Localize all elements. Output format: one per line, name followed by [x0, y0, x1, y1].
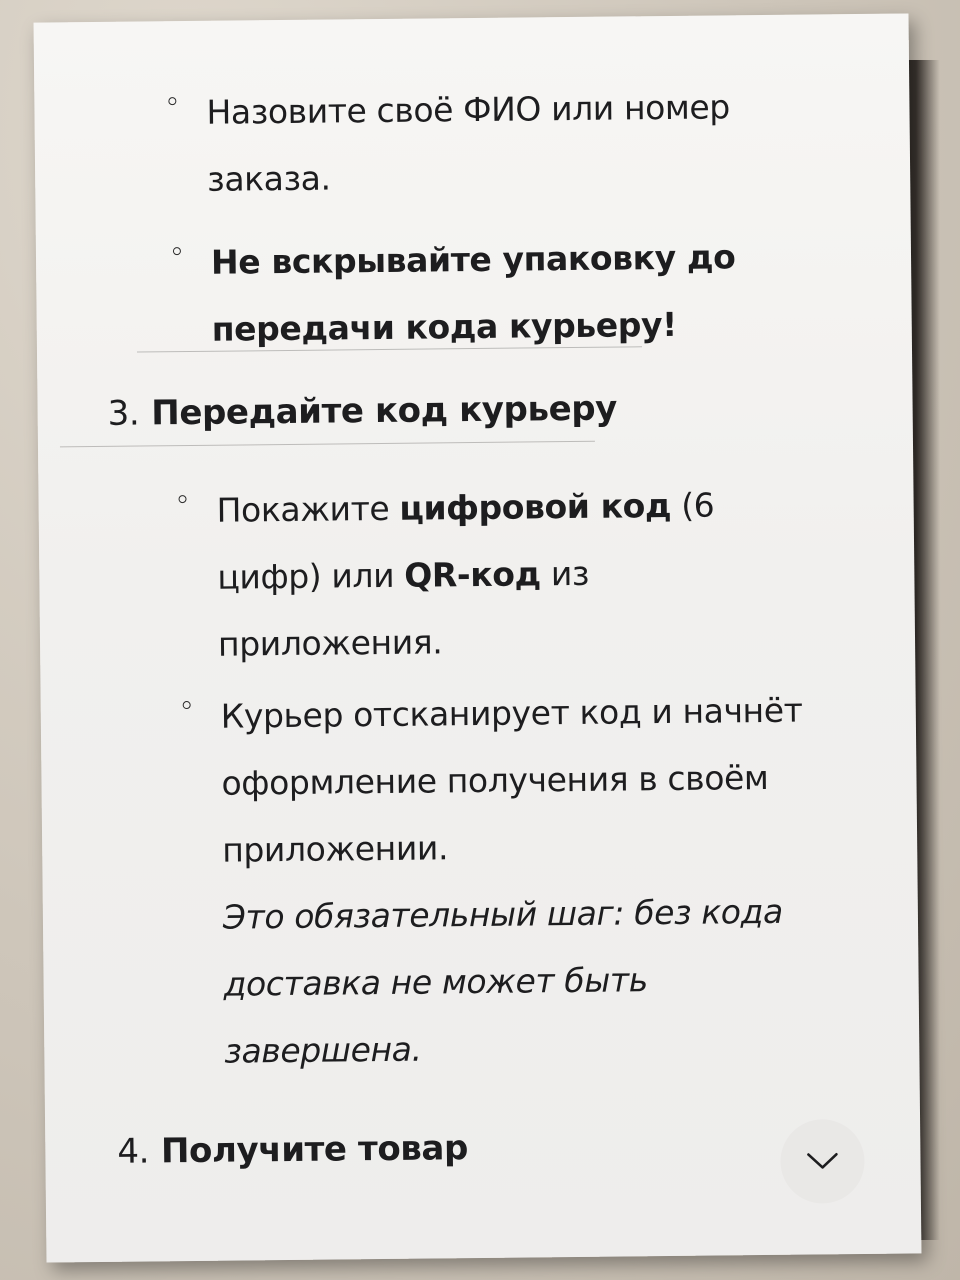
list-item-text-line: приложения. — [217, 622, 443, 664]
list-item-name-or-order — [206, 73, 807, 213]
section-title: Получите товар — [160, 1128, 469, 1172]
list-item-do-not-open — [211, 222, 812, 362]
list-item-text-line: Не вскрывайте упаковку до — [210, 237, 736, 282]
text-fragment-bold: цифровой код — [399, 485, 672, 528]
divider — [60, 441, 595, 448]
list-item-text-line: приложении. — [222, 828, 449, 870]
section-heading-3 — [107, 389, 617, 434]
text-fragment: из — [540, 553, 590, 594]
text-fragment: цифр) или — [217, 555, 405, 597]
page-content — [34, 13, 922, 1262]
text-fragment: Покажите — [216, 488, 400, 530]
list-item-text-line: Курьер отсканирует код и начнёт — [220, 690, 803, 736]
list-item-text-line: заказа. — [206, 158, 331, 199]
bullet-circle-icon — [178, 495, 186, 503]
bullet-circle-icon — [183, 701, 191, 709]
list-item-text-line: оформление получения в своём — [221, 757, 769, 803]
bullet-circle-icon — [168, 97, 176, 105]
section-number: 3. — [107, 393, 140, 434]
section-number: 4. — [117, 1131, 150, 1172]
note-text-line: Это обязательный шаг: без кода — [222, 891, 784, 937]
text-fragment-bold: QR-код — [404, 554, 541, 595]
scroll-down-button[interactable] — [780, 1119, 865, 1204]
list-item-show-code — [216, 470, 818, 677]
section-title: Передайте код курьеру — [151, 388, 618, 434]
text-fragment: (6 — [670, 485, 715, 525]
list-item-text-line: Назовите своё ФИО или номер — [206, 87, 731, 132]
list-item-text-line — [217, 537, 818, 610]
note-text-line: доставка не может быть — [223, 960, 648, 1004]
chevron-down-icon — [805, 1151, 839, 1171]
note-text-line: завершена. — [224, 1029, 422, 1071]
list-item-text-line — [216, 470, 817, 543]
bullet-circle-icon — [173, 247, 181, 255]
printed-page — [34, 13, 922, 1262]
section-heading-4 — [117, 1128, 468, 1172]
list-item-text-line: передачи кода курьеру! — [211, 304, 677, 349]
list-item-courier-scan — [220, 676, 824, 1084]
